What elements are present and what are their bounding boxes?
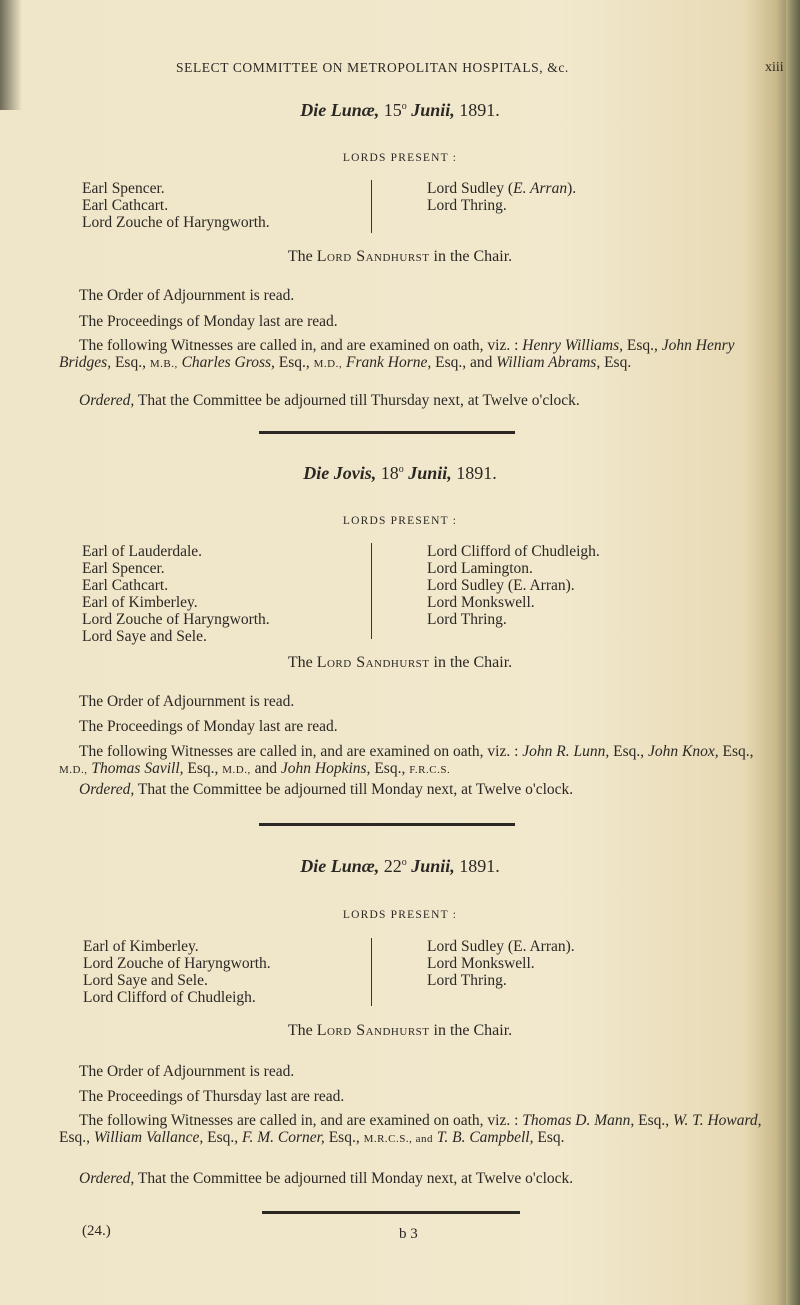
date-year: 1891.	[456, 463, 497, 483]
date-suffix: o	[401, 101, 407, 112]
lord-name: Lord Thring.	[427, 197, 507, 214]
lord-name: Lord Sudley (E. Arran).	[427, 938, 575, 955]
lord-name: Earl Spencer.	[82, 180, 165, 197]
witness-paragraph: The following Witnesses are called in, and are examined on oath, viz. : Henry Williams, Esq., John Henry Bridges, Esq., M.B., Charles Gross, Esq., M.D., Frank Horne, Esq., and William Abrams, Esq.	[59, 337, 735, 371]
date-month: Junii,	[411, 856, 455, 876]
witness-paragraph: The following Witnesses are called in, and are examined on oath, viz. : Thomas D. Mann, Esq., W. T. Howard, Esq., William Vallance, Esq., F. M. Corner, Esq., M.R.C.S., and T. B. Campbell, Esq.	[59, 1112, 762, 1146]
date-month: Junii,	[408, 463, 452, 483]
witness-name: W. T. Howard,	[672, 1112, 762, 1129]
section-rule	[262, 1211, 520, 1214]
column-divider	[371, 938, 372, 1006]
page-edge	[786, 0, 800, 1305]
witness-name: Thomas Savill,	[91, 760, 184, 777]
lords-present-heading: LORDS PRESENT :	[342, 515, 458, 527]
date-prefix: Die Jovis,	[303, 463, 377, 483]
binding-shadow	[0, 0, 22, 110]
sitting-date	[0, 463, 800, 484]
date-prefix: Die Lunæ,	[300, 856, 380, 876]
ordered-line: Ordered, That the Committee be adjourned till Thursday next, at Twelve o'clock.	[79, 392, 580, 409]
lord-name: Lord Clifford of Chudleigh.	[427, 543, 600, 560]
lords-present-heading: LORDS PRESENT :	[342, 152, 458, 164]
chair-name: Lord Sandhurst	[316, 654, 430, 671]
lord-name: Lord Thring.	[427, 972, 507, 989]
folio-number: xiii	[765, 60, 784, 75]
date-year: 1891.	[459, 856, 500, 876]
lord-name: Earl of Lauderdale.	[82, 543, 203, 560]
witness-name: Henry Williams,	[522, 337, 624, 354]
lords-left-column	[83, 938, 271, 1006]
ordered-line: Ordered, That the Committee be adjourned till Monday next, at Twelve o'clock.	[79, 781, 574, 798]
order-adjournment: The Order of Adjournment is read.	[79, 693, 295, 710]
sitting-date	[0, 100, 800, 121]
lord-name: Lord Saye and Sele.	[83, 972, 208, 989]
signature-mark: b 3	[399, 1226, 418, 1242]
witness-name: Thomas D. Mann,	[522, 1112, 635, 1129]
date-day: 22	[383, 856, 402, 876]
lord-name: Lord Lamington.	[427, 560, 533, 577]
witness-name: John R. Lunn,	[522, 743, 610, 760]
footer-number: (24.)	[82, 1223, 111, 1239]
lord-name: Lord Monkswell.	[427, 594, 535, 611]
date-day: 15	[383, 100, 402, 120]
date-suffix: o	[401, 857, 407, 868]
lord-name: Lord Saye and Sele.	[82, 628, 207, 645]
lord-name: Lord Clifford of Chudleigh.	[83, 989, 256, 1006]
lord-name: Lord Thring.	[427, 611, 507, 628]
date-day: 18	[380, 463, 399, 483]
witness-paragraph: The following Witnesses are called in, and are examined on oath, viz. : John R. Lunn, Esq., John Knox, Esq., M.D., Thomas Savill, Esq., M.D., and John Hopkins, Esq., F.R.C.S.	[59, 743, 754, 777]
witness-name: William Abrams,	[496, 354, 601, 371]
proceedings-read: The Proceedings of Monday last are read.	[79, 313, 338, 330]
ordered-line: Ordered, That the Committee be adjourned till Monday next, at Twelve o'clock.	[79, 1170, 574, 1187]
lord-name: Earl Cathcart.	[82, 577, 169, 594]
lord-name: Earl Spencer.	[82, 560, 165, 577]
date-prefix: Die Lunæ,	[300, 100, 380, 120]
chair-name: Lord Sandhurst	[316, 248, 430, 265]
lord-name: Lord Sudley (E. Arran).	[427, 180, 577, 197]
order-adjournment: The Order of Adjournment is read.	[79, 287, 295, 304]
lord-name: Earl Cathcart.	[82, 197, 169, 214]
section-rule	[259, 823, 515, 826]
running-title: SELECT COMMITTEE ON METROPOLITAN HOSPITALS, &c.	[176, 60, 569, 75]
witness-name: Frank Horne,	[346, 354, 432, 371]
lords-left-column	[82, 543, 270, 645]
sitting-date	[0, 856, 800, 877]
column-divider	[371, 180, 372, 233]
date-month: Junii,	[411, 100, 455, 120]
proceedings-read: The Proceedings of Monday last are read.	[79, 718, 338, 735]
witness-name: T. B. Campbell,	[436, 1129, 534, 1146]
chair-line: The Lord Sandhurst in the Chair.	[287, 654, 513, 671]
column-divider	[371, 543, 372, 639]
chair-line: The Lord Sandhurst in the Chair.	[287, 248, 513, 265]
section-rule	[259, 431, 515, 434]
witness-name: John Henry Bridges,	[59, 337, 735, 371]
witness-name: John Knox,	[648, 743, 719, 760]
lord-name: Lord Monkswell.	[427, 955, 535, 972]
date-year: 1891.	[459, 100, 500, 120]
lord-name: Earl of Kimberley.	[83, 938, 199, 955]
lords-present-heading: LORDS PRESENT :	[342, 909, 458, 921]
order-adjournment: The Order of Adjournment is read.	[79, 1063, 295, 1080]
witness-name: F. M. Corner,	[241, 1129, 325, 1146]
lords-right-column	[427, 938, 575, 989]
proceedings-read: The Proceedings of Thursday last are read.	[79, 1088, 345, 1105]
lord-name: Lord Zouche of Haryngworth.	[82, 214, 270, 231]
lord-name: Lord Zouche of Haryngworth.	[82, 611, 270, 628]
witness-name: Charles Gross,	[181, 354, 275, 371]
lords-left-column	[82, 180, 270, 231]
witness-name: John Hopkins,	[280, 760, 371, 777]
lords-right-column	[427, 543, 600, 628]
chair-line: The Lord Sandhurst in the Chair.	[287, 1022, 513, 1039]
lord-name: Lord Sudley (E. Arran).	[427, 577, 575, 594]
lord-name: Earl of Kimberley.	[82, 594, 198, 611]
lord-name: Lord Zouche of Haryngworth.	[83, 955, 271, 972]
chair-name: Lord Sandhurst	[316, 1022, 430, 1039]
witness-name: William Vallance,	[93, 1129, 204, 1146]
date-suffix: o	[398, 464, 404, 475]
lords-right-column	[427, 180, 576, 214]
